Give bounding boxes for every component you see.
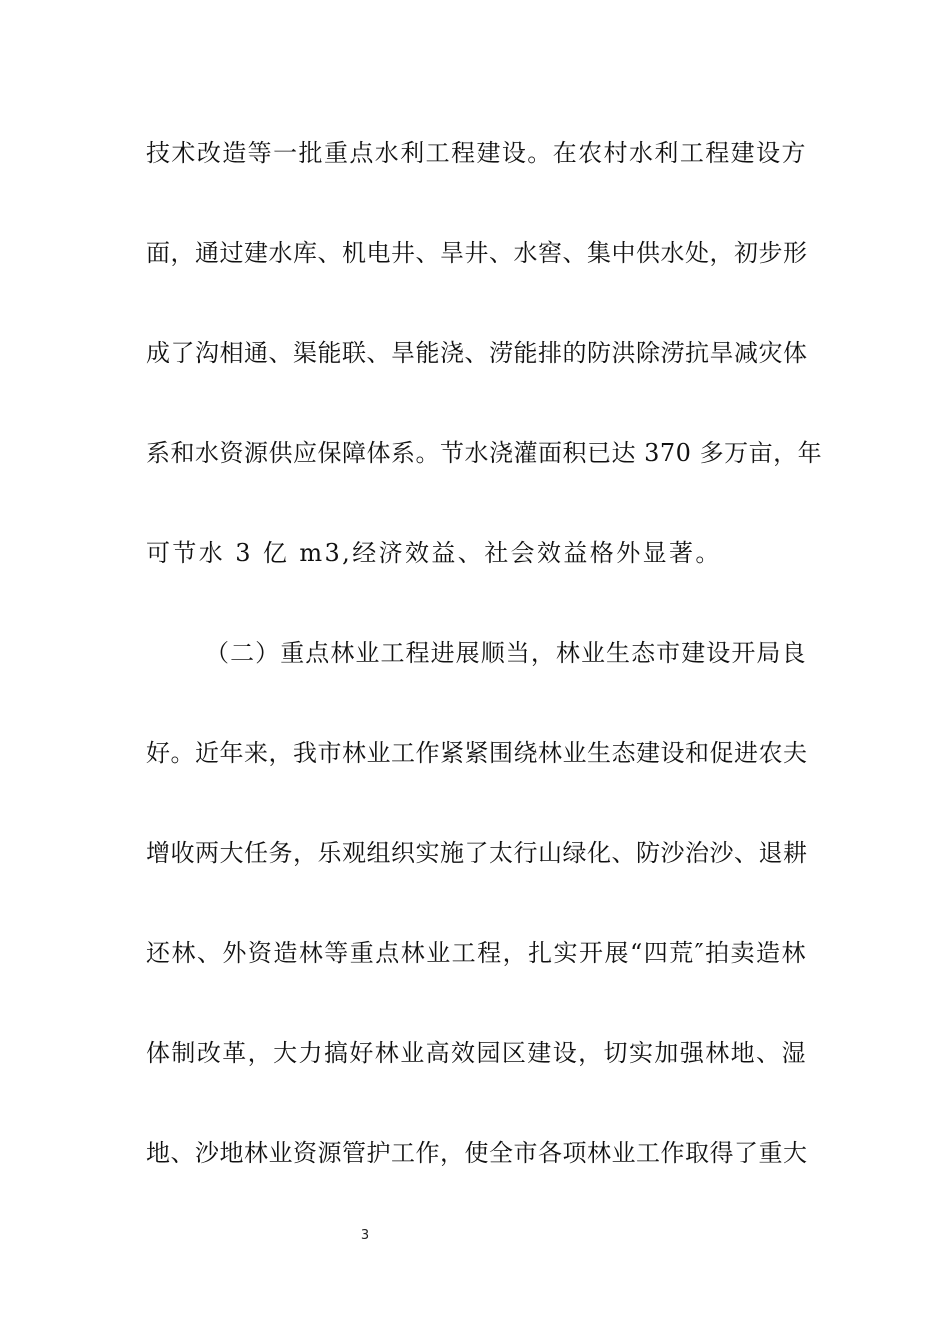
text-line-8: 增收两大任务，乐观组织实施了太行山绿化、防沙治沙、退耕 <box>146 839 808 867</box>
page-number: 3 <box>360 1228 370 1243</box>
text-line-2: 面，通过建水库、机电井、旱井、水窖、集中供水处，初步形 <box>146 239 808 267</box>
text-line-4: 系和水资源供应保障体系。节水浇灌面积已达 370 多万亩，年 <box>146 439 823 467</box>
text-line-7: 好。近年来，我市林业工作紧紧围绕林业生态建设和促进农夫 <box>146 739 808 767</box>
text-line-1: 技术改造等一批重点水利工程建设。在农村水利工程建设方 <box>146 139 806 167</box>
text-line-11: 地、沙地林业资源管护工作，使全市各项林业工作取得了重大 <box>146 1139 808 1167</box>
text-line-3: 成了沟相通、渠能联、旱能浇、涝能排的防洪除涝抗旱减灾体 <box>146 339 808 367</box>
text-line-10: 体制改革，大力搞好林业高效园区建设，切实加强林地、湿 <box>146 1039 806 1067</box>
section-heading-line: （二）重点林业工程进展顺当，林业生态市建设开局良 <box>205 639 806 667</box>
text-line-9: 还林、外资造林等重点林业工程，扎实开展“四荒″拍卖造林 <box>146 939 806 967</box>
text-line-5: 可节水 3 亿 m3,经济效益、社会效益格外显著。 <box>146 539 722 567</box>
